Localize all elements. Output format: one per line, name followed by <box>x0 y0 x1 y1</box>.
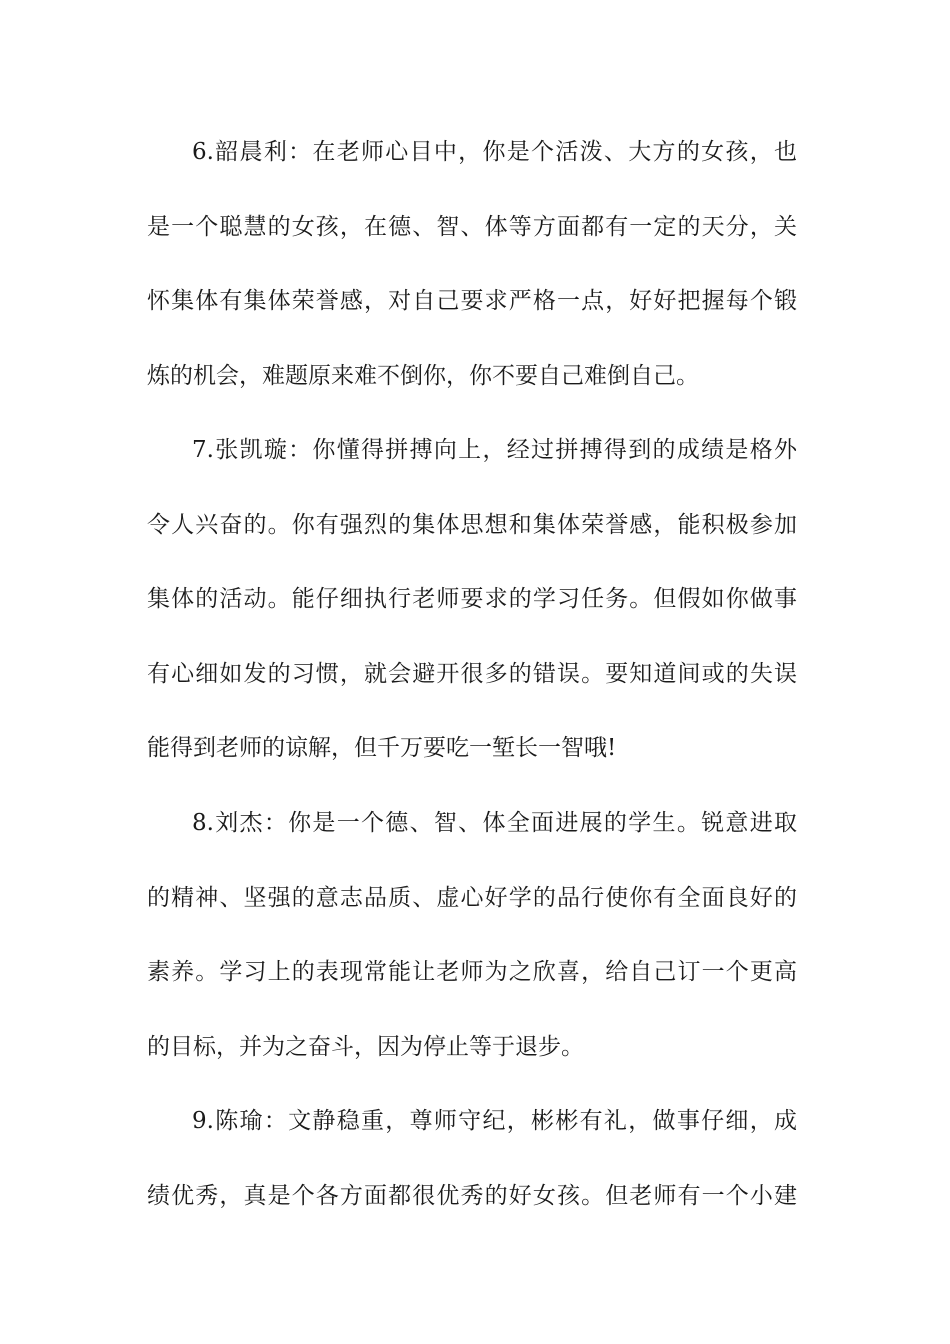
paragraph-7-line-4: 有心细如发的习惯，就会避开很多的错误。要知道间或的失误 <box>147 661 797 687</box>
paragraph-6-line-1: 6.韶晨利：在老师心目中，你是个活泼、大方的女孩，也 <box>192 139 797 165</box>
paragraph-6-line-4: 炼的机会，难题原来难不倒你，你不要自己难倒自己。 <box>147 363 699 389</box>
paragraph-6-line-3: 怀集体有集体荣誉感，对自己要求严格一点，好好把握每个锻 <box>147 288 797 314</box>
paragraph-8-line-1: 8.刘杰：你是一个德、智、体全面进展的学生。锐意进取 <box>192 810 797 836</box>
paragraph-7-line-2: 令人兴奋的。你有强烈的集体思想和集体荣誉感，能积极参加 <box>147 512 797 538</box>
paragraph-9-line-2: 绩优秀，真是个各方面都很优秀的好女孩。但老师有一个小建 <box>147 1183 797 1209</box>
paragraph-7-line-5: 能得到老师的谅解，但千万要吃一堑长一智哦! <box>147 735 617 761</box>
paragraph-9-line-1: 9.陈瑜：文静稳重，尊师守纪，彬彬有礼，做事仔细，成 <box>192 1108 797 1134</box>
paragraph-7-line-3: 集体的活动。能仔细执行老师要求的学习任务。但假如你做事 <box>147 586 797 612</box>
paragraph-7-line-1: 7.张凯璇：你懂得拼搏向上，经过拼搏得到的成绩是格外 <box>192 437 797 463</box>
paragraph-8-line-3: 素养。学习上的表现常能让老师为之欣喜，给自己订一个更高 <box>147 959 797 985</box>
paragraph-6-line-2: 是一个聪慧的女孩，在德、智、体等方面都有一定的天分，关 <box>147 214 797 240</box>
paragraph-8-line-2: 的精神、坚强的意志品质、虚心好学的品行使你有全面良好的 <box>147 885 797 911</box>
paragraph-8-line-4: 的目标，并为之奋斗，因为停止等于退步。 <box>147 1034 584 1060</box>
